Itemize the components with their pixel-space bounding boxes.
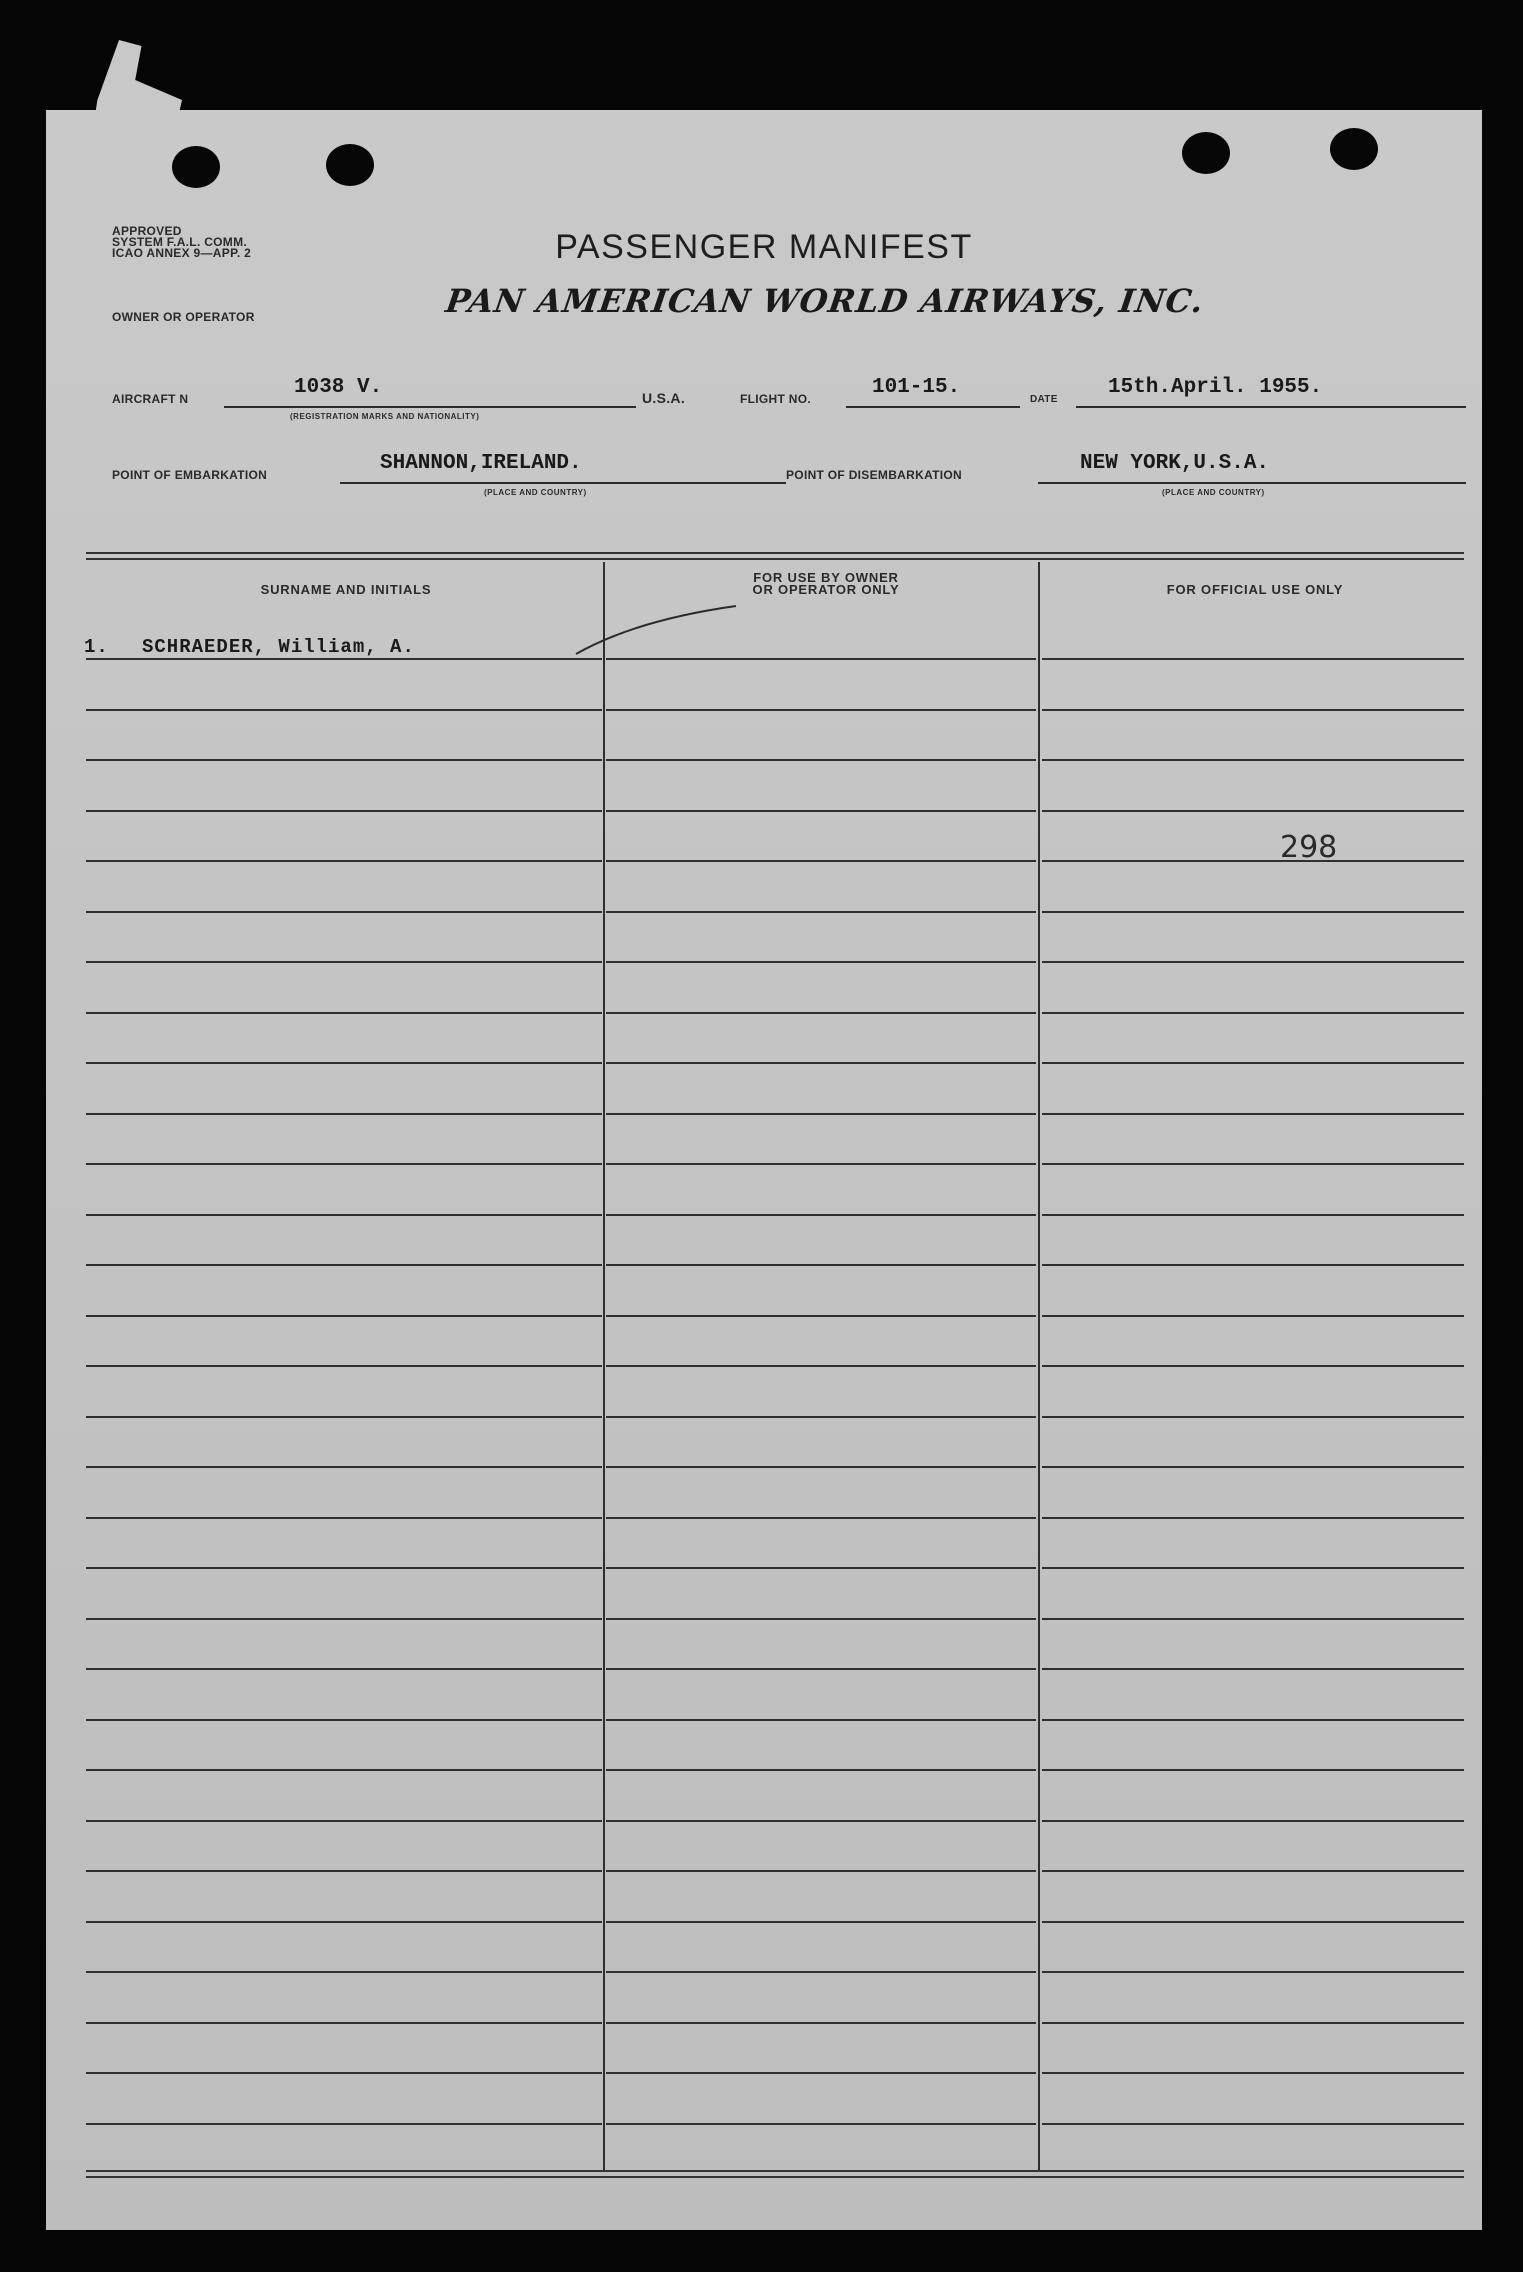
ruled-line (86, 1264, 602, 1266)
ruled-line (606, 1012, 1036, 1014)
column-divider-2 (1038, 562, 1040, 2170)
ruled-line (1042, 1214, 1464, 1216)
ruled-line (606, 1466, 1036, 1468)
ruled-line (1042, 860, 1464, 862)
passenger-number: 1. (84, 636, 109, 658)
ruled-line (86, 1365, 602, 1367)
registration-note: (REGISTRATION MARKS AND NATIONALITY) (290, 412, 480, 421)
ruled-line (86, 860, 602, 862)
ruled-line (86, 1113, 602, 1115)
ruled-line (606, 1113, 1036, 1115)
page-title: PASSENGER MANIFEST (555, 228, 973, 266)
owner-name: PAN AMERICAN WORLD AIRWAYS, INC. (443, 282, 1207, 320)
date-label: DATE (1030, 394, 1058, 405)
ruled-line (1042, 1466, 1464, 1468)
torn-corner (92, 40, 182, 140)
date-value: 15th.April. 1955. (1108, 376, 1323, 399)
ruled-line (1042, 2072, 1464, 2074)
ruled-line (86, 1062, 602, 1064)
ruled-line (86, 1315, 602, 1317)
ruled-line (1042, 1113, 1464, 1115)
disembarkation-label: POINT OF DISEMBARKATION (786, 468, 963, 482)
ruled-line (606, 1214, 1036, 1216)
ruled-line (1042, 1719, 1464, 1721)
ruled-line (1042, 961, 1464, 963)
ruled-line (606, 1416, 1036, 1418)
ruled-line (606, 1618, 1036, 1620)
ruled-line (606, 1971, 1036, 1973)
ruled-line (1042, 1668, 1464, 1670)
ruled-line (1042, 1012, 1464, 1014)
ruled-line (606, 961, 1036, 963)
ruled-line (606, 1264, 1036, 1266)
official-use-column-header: FOR OFFICIAL USE ONLY (1166, 582, 1344, 597)
ruled-line (86, 1517, 602, 1519)
disembarkation-note: (PLACE AND COUNTRY) (1162, 488, 1265, 497)
ruled-line (86, 709, 602, 711)
ruled-line (86, 1719, 602, 1721)
ruled-line (1042, 759, 1464, 761)
ruled-line (1042, 1517, 1464, 1519)
flight-label: FLIGHT NO. (740, 392, 811, 406)
ruled-line (86, 759, 602, 761)
ruled-line (86, 1466, 602, 1468)
punch-hole-1 (172, 146, 220, 188)
ruled-line (86, 961, 602, 963)
ruled-line (86, 1971, 602, 1973)
ruled-line (606, 709, 1036, 711)
ruled-line (1042, 2123, 1464, 2125)
embarkation-note: (PLACE AND COUNTRY) (484, 488, 587, 497)
surname-column-header: SURNAME AND INITIALS (260, 582, 432, 597)
ruled-line (606, 1315, 1036, 1317)
punch-hole-2 (326, 144, 374, 186)
aircraft-label: AIRCRAFT N (112, 392, 189, 406)
ruled-line (606, 1769, 1036, 1771)
punch-hole-3 (1182, 132, 1230, 174)
ruled-line (606, 1719, 1036, 1721)
usa-label: U.S.A. (642, 390, 686, 406)
owner-use-column-header: FOR USE BY OWNER OR OPERATOR ONLY (752, 570, 900, 597)
ruled-line (86, 1012, 602, 1014)
page-number: 298 (1280, 830, 1338, 865)
ruled-line (86, 1668, 602, 1670)
ruled-line (86, 1820, 602, 1822)
ruled-line (1042, 1264, 1464, 1266)
ruled-line (86, 1416, 602, 1418)
ruled-line (606, 2072, 1036, 2074)
ruled-line (1042, 1365, 1464, 1367)
ruled-line (606, 1163, 1036, 1165)
ruled-line (86, 2022, 602, 2024)
ruled-line (606, 1567, 1036, 1569)
ruled-line (86, 1870, 602, 1872)
ruled-line (86, 658, 602, 660)
ruled-line (1042, 709, 1464, 711)
ruled-line (606, 810, 1036, 812)
ruled-line (606, 759, 1036, 761)
ruled-line (1042, 1618, 1464, 1620)
ruled-line (606, 2123, 1036, 2125)
ruled-line (606, 911, 1036, 913)
approval-note: APPROVED SYSTEM F.A.L. COMM. ICAO ANNEX 9—APP. 2 (112, 224, 252, 260)
ruled-line (1042, 1416, 1464, 1418)
ruled-line (1042, 911, 1464, 913)
passenger-name: SCHRAEDER, William, A. (142, 636, 415, 658)
ruled-line (86, 911, 602, 913)
ruled-line (1042, 1769, 1464, 1771)
ruled-line (606, 1365, 1036, 1367)
embarkation-label: POINT OF EMBARKATION (112, 468, 268, 482)
ruled-line (86, 2123, 602, 2125)
ruled-line (1042, 1820, 1464, 1822)
ruled-line (606, 860, 1036, 862)
punch-hole-4 (1330, 128, 1378, 170)
check-mark-stroke (566, 600, 746, 660)
ruled-line (1042, 1163, 1464, 1165)
ruled-line (606, 1668, 1036, 1670)
ruled-line (86, 1769, 602, 1771)
ruled-line (86, 810, 602, 812)
ruled-line (1042, 1921, 1464, 1923)
ruled-line (1042, 1062, 1464, 1064)
ruled-line (606, 2022, 1036, 2024)
ruled-line (606, 1517, 1036, 1519)
ruled-line (606, 1870, 1036, 1872)
disembarkation-value: NEW YORK,U.S.A. (1080, 452, 1270, 475)
manifest-sheet (46, 110, 1482, 2230)
ruled-line (1042, 658, 1464, 660)
ruled-line (1042, 810, 1464, 812)
ruled-line (86, 1214, 602, 1216)
ruled-line (1042, 1870, 1464, 1872)
ruled-line (1042, 1971, 1464, 1973)
embarkation-value: SHANNON,IRELAND. (380, 452, 582, 475)
ruled-line (606, 1921, 1036, 1923)
ruled-line (86, 1921, 602, 1923)
ruled-line (606, 1820, 1036, 1822)
ruled-line (606, 1062, 1036, 1064)
aircraft-value: 1038 V. (294, 376, 383, 399)
column-divider-1 (603, 562, 605, 2170)
ruled-line (86, 1567, 602, 1569)
ruled-line (1042, 2022, 1464, 2024)
ruled-line (86, 1163, 602, 1165)
ruled-line (86, 1618, 602, 1620)
flight-value: 101-15. (872, 376, 961, 399)
owner-label: OWNER OR OPERATOR (112, 310, 255, 324)
ruled-line (86, 2072, 602, 2074)
ruled-line (1042, 1315, 1464, 1317)
ruled-line (1042, 1567, 1464, 1569)
